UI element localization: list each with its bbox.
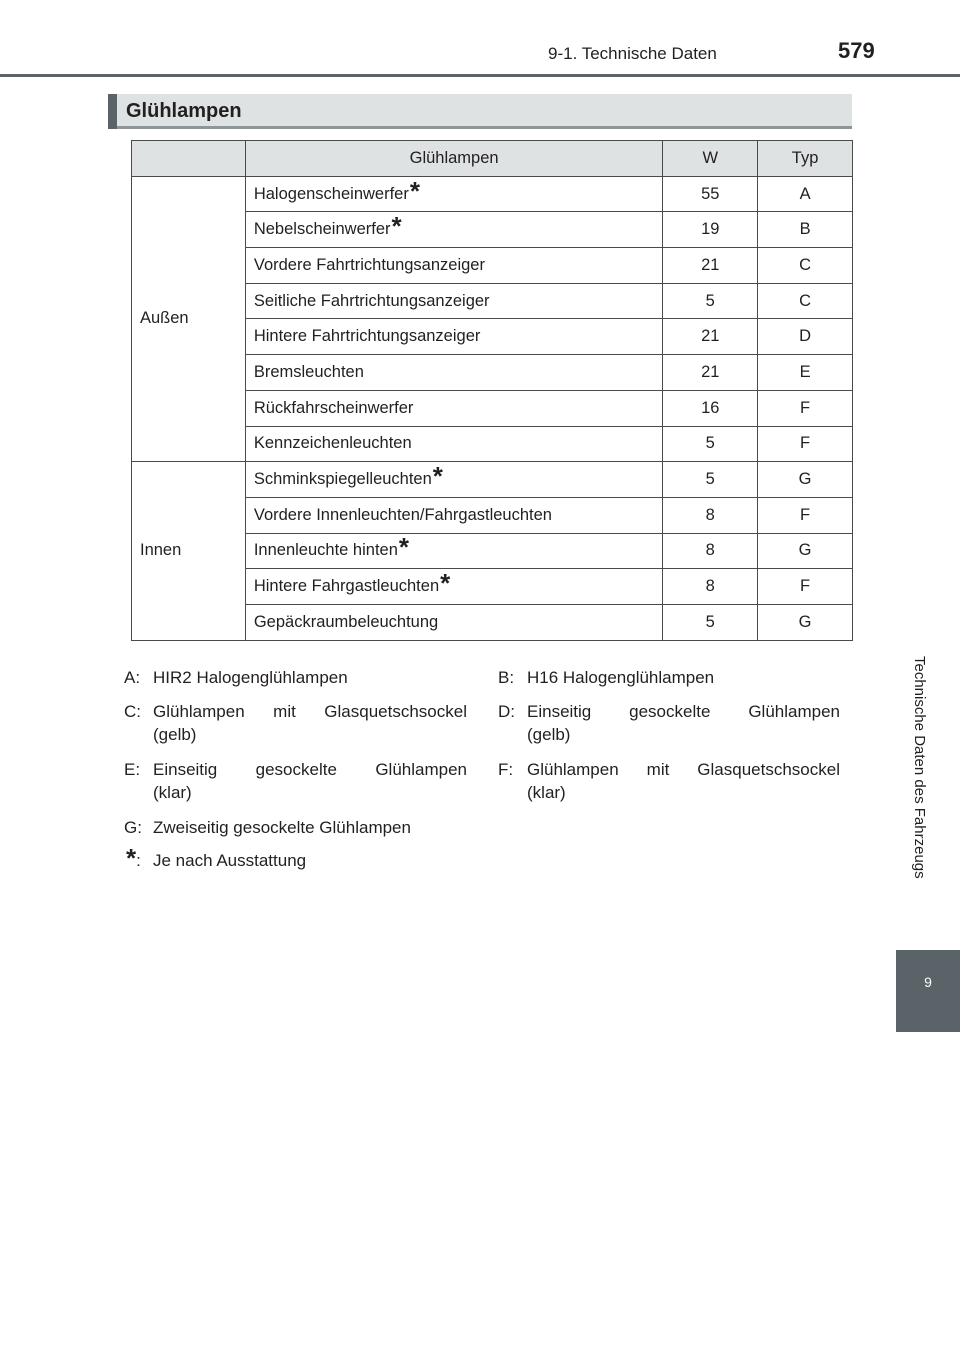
section-title-bar (108, 94, 852, 129)
note-key: B: (498, 668, 515, 687)
note-line: (klar) (153, 783, 192, 802)
page-header (0, 0, 960, 80)
type-cell: A (758, 176, 853, 212)
note-line: Einseitig gesockelte Glühlampen (527, 702, 840, 721)
lamp-cell: Vordere Fahrtrichtungsanzeiger (245, 248, 663, 284)
title-accent (108, 94, 117, 129)
lamp-name: Halogenscheinwerfer (253, 184, 409, 203)
note-key (124, 843, 152, 873)
asterisk-mark: * (409, 175, 420, 206)
header-cell-group (132, 141, 246, 177)
page-number: 579 (838, 38, 875, 63)
type-cell: F (758, 497, 853, 533)
watt-cell: 21 (663, 319, 758, 355)
note-key-colon: : (136, 851, 141, 870)
note-text (153, 758, 467, 804)
type-cell: G (758, 462, 853, 498)
type-cell: C (758, 283, 853, 319)
asterisk-mark: * (440, 568, 451, 599)
asterisk-mark: * (391, 211, 402, 242)
lamp-cell (245, 533, 663, 569)
type-cell: G (758, 604, 853, 640)
watt-cell: 16 (663, 390, 758, 426)
chapter-tab (896, 950, 960, 1032)
note-text (527, 700, 840, 746)
note-text (527, 758, 840, 804)
note-key: F: (498, 760, 514, 779)
group-cell-innen: Innen (132, 462, 246, 640)
watt-cell: 21 (663, 355, 758, 391)
type-cell: D (758, 319, 853, 355)
note-text: Je nach Ausstattung (153, 851, 307, 870)
section-heading: 9-1. Technische Daten (548, 44, 717, 63)
note-text: H16 Halogenglühlampen (527, 668, 715, 687)
lamp-cell: Kennzeichenleuchten (245, 426, 663, 462)
note-key: A: (124, 668, 141, 687)
header-cell-watt: W (663, 141, 758, 177)
lamp-cell: Gepäckraumbeleuchtung (245, 604, 663, 640)
type-cell: F (758, 569, 853, 605)
table-header-row (132, 141, 853, 177)
watt-cell: 19 (663, 212, 758, 248)
asterisk-mark: * (126, 843, 137, 873)
bulb-table (131, 140, 853, 641)
watt-cell: 8 (663, 533, 758, 569)
watt-cell: 5 (663, 426, 758, 462)
watt-cell: 5 (663, 604, 758, 640)
note-text: Zweiseitig gesockelte Glühlampen (153, 818, 411, 837)
type-cell: G (758, 533, 853, 569)
lamp-cell (245, 212, 663, 248)
note-text: HIR2 Halogenglühlampen (153, 668, 348, 687)
lamp-cell: Hintere Fahrtrichtungsanzeiger (245, 319, 663, 355)
lamp-cell: Rückfahrscheinwerfer (245, 390, 663, 426)
lamp-cell (245, 176, 663, 212)
type-cell: C (758, 248, 853, 284)
note-line: Glühlampen mit Glasquetschsockel (527, 760, 840, 779)
note-key: G: (124, 818, 142, 837)
note-key: C: (124, 702, 141, 721)
asterisk-mark: * (432, 461, 443, 492)
lamp-cell: Seitliche Fahrtrichtungsanzeiger (245, 283, 663, 319)
header-cell-type: Typ (758, 141, 853, 177)
note-key: D: (498, 702, 515, 721)
chapter-side-label: Technische Daten des Fahrzeugs (911, 656, 928, 879)
header-cell-lamp: Glühlampen (245, 141, 663, 177)
note-line: Glühlampen mit Glasquetschsockel (153, 702, 467, 721)
note-line: Einseitig gesockelte Glühlampen (153, 760, 467, 779)
type-cell: F (758, 390, 853, 426)
lamp-name: Nebelscheinwerfer (253, 220, 391, 239)
lamp-cell: Vordere Innenleuchten/Fahrgastleuchten (245, 497, 663, 533)
chapter-tab-number: 9 (924, 974, 932, 990)
watt-cell: 21 (663, 248, 758, 284)
asterisk-mark: * (398, 532, 410, 563)
watt-cell: 5 (663, 283, 758, 319)
table-row (132, 462, 853, 498)
note-line: (klar) (527, 783, 566, 802)
watt-cell: 8 (663, 569, 758, 605)
watt-cell: 5 (663, 462, 758, 498)
watt-cell: 8 (663, 497, 758, 533)
note-key: E: (124, 760, 141, 779)
lamp-cell: Bremsleuchten (245, 355, 663, 391)
note-line: (gelb) (527, 725, 571, 744)
header-rule (0, 74, 960, 77)
note-line: (gelb) (153, 725, 197, 744)
table-row (132, 176, 853, 212)
lamp-name: Hintere Fahrgastleuchten (253, 577, 440, 596)
note-text (153, 700, 467, 746)
section-title: Glühlampen (126, 100, 242, 122)
lamp-cell (245, 462, 663, 498)
type-cell: B (758, 212, 853, 248)
lamp-name: Innenleuchte hinten (253, 541, 398, 560)
type-cell: E (758, 355, 853, 391)
watt-cell: 55 (663, 176, 758, 212)
group-cell-aussen: Außen (132, 176, 246, 462)
type-cell: F (758, 426, 853, 462)
lamp-name: Schminkspiegelleuchten (253, 470, 432, 489)
lamp-cell (245, 569, 663, 605)
